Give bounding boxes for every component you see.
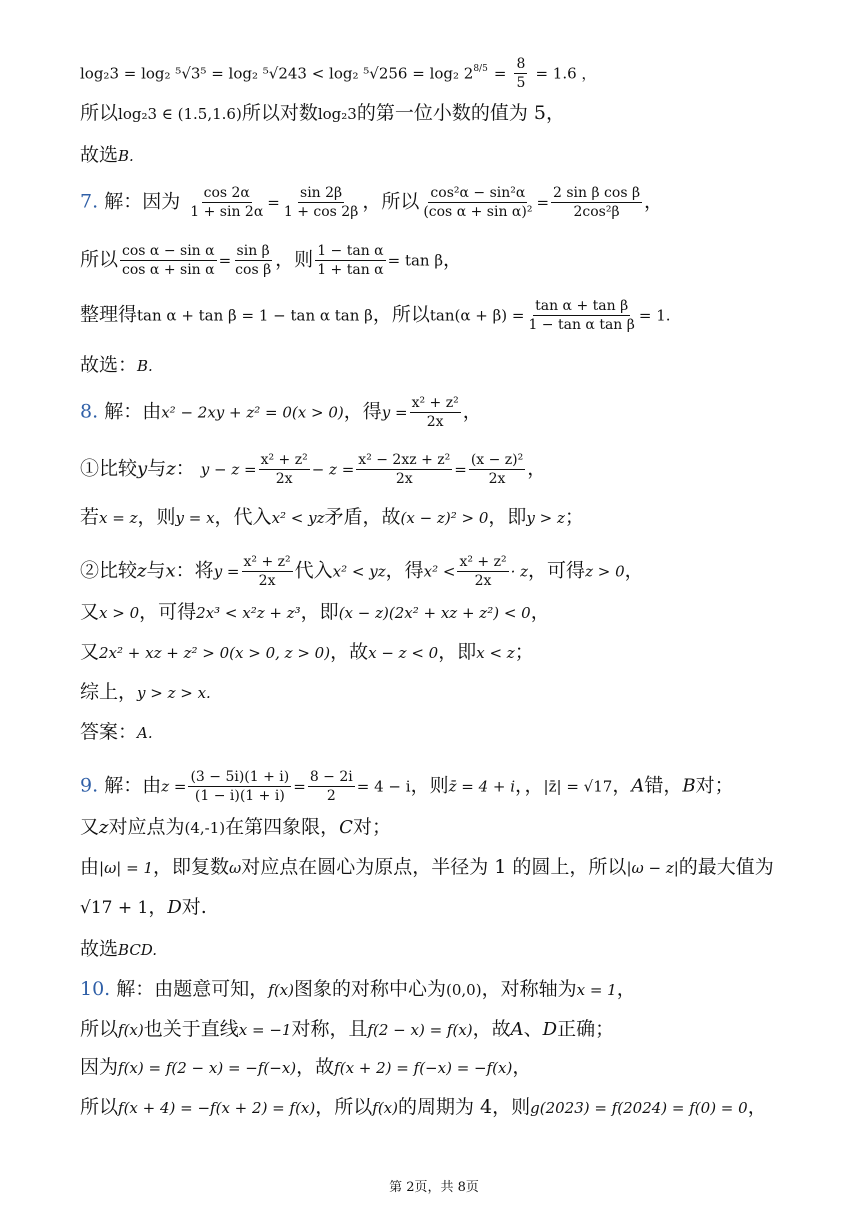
text: 与 (146, 559, 166, 582)
text: 图象的对称中心为 (294, 978, 447, 1000)
q7-line-2 (80, 244, 848, 277)
q10-line-2 (80, 1020, 848, 1039)
text: 错， (644, 774, 683, 797)
math: tan α + tan β = 1 − tan α tan β (137, 306, 373, 325)
var: z (137, 560, 147, 582)
text: ， (443, 248, 463, 271)
q8-line-2 (80, 453, 848, 486)
text: 的最大值为 (678, 856, 774, 878)
text: ， (148, 896, 168, 918)
text: 所以对数 (241, 102, 318, 124)
text: ， (527, 457, 547, 480)
text: ，代入 (214, 506, 272, 528)
text: ， (644, 190, 664, 213)
q8-summary (80, 683, 848, 702)
option-letter: A (631, 775, 645, 797)
eq-sign: = (493, 64, 507, 83)
text: ，故 (330, 641, 369, 663)
q8-line-1 (80, 396, 848, 429)
text: 解：因为 (104, 190, 181, 213)
math: y > z > x. (137, 684, 211, 702)
text: ，可得 (139, 601, 197, 623)
eq-sign: = (454, 460, 467, 479)
math: y = (213, 562, 240, 581)
text: 又 (80, 641, 100, 663)
eq-sign: = (267, 193, 280, 212)
math: y = x (175, 509, 215, 527)
math: f(x) (118, 1021, 144, 1039)
answer-letter: B. (137, 357, 153, 375)
fraction: $\frac{\text{x² + z²}}{2x}$ (459, 554, 507, 589)
q9-line-2 (80, 818, 848, 837)
text: ， (512, 1056, 532, 1078)
text: 故选： (80, 354, 138, 376)
log-conclusion-line (80, 104, 848, 123)
math: 2x³ < x²z + z³ (196, 604, 301, 622)
eq-sign: = (218, 251, 232, 270)
text: ①比较 (80, 457, 138, 480)
q10-line-3 (80, 1058, 848, 1077)
var: x (165, 560, 176, 582)
question-number-10: 10. (80, 978, 111, 1000)
math: z = (161, 777, 187, 796)
text: ，则 (410, 774, 449, 797)
log-chain-line (80, 57, 848, 90)
text: 故选 (80, 144, 119, 166)
math: x² < yz (332, 562, 386, 581)
math: f(x + 2) = f(−x) = −f(x) (334, 1059, 513, 1077)
math: g(2023) = f(2024) = f(0) = 0 (530, 1099, 748, 1117)
answer-6-line (80, 146, 848, 165)
text: 故选 (80, 938, 119, 960)
text: ； (564, 506, 584, 528)
text: ，可得 (528, 559, 586, 582)
option-letter: D (167, 897, 182, 918)
text: 的周期为 4，则 (397, 1096, 531, 1118)
fraction: $\frac{\text{2 sin β cos β}}{\text{2cos²β}}$ (553, 185, 641, 220)
q8-answer (80, 723, 848, 742)
text: 代入 (294, 559, 333, 582)
text: 在第四象限， (225, 816, 340, 838)
math: = 1. (638, 306, 671, 325)
fraction: $\frac{(3 - 5i)(1 + i)}{(1 - i)(1 + i)}$ (190, 769, 290, 804)
q7-line-3 (80, 299, 848, 332)
text: ，即 (300, 601, 339, 623)
var: z (99, 817, 109, 838)
fraction-8-5: $\frac{8}{5}$ (516, 56, 526, 91)
math: · z (510, 562, 529, 581)
fraction: $\frac{\text{cos²α − sin²α}}{\text{(cos α + sin α)²}}$ (423, 185, 533, 220)
q9-line-1 (80, 770, 848, 803)
math: (4,-1) (184, 819, 226, 837)
text: 正确； (557, 1018, 615, 1040)
text: 矛盾，故 (324, 506, 401, 528)
log-exponent: 8/5 (473, 64, 488, 75)
text: 解：由 (104, 774, 162, 797)
text: 又 (80, 816, 100, 838)
text: ， (530, 601, 550, 623)
text: 与 (147, 457, 167, 480)
fraction: $\frac{\text{tan α + tan β}}{\text{1 − tan α tan β}}$ (528, 298, 635, 333)
log-chain-tail: = 1.6 ， (535, 64, 597, 83)
text: ，所以 (372, 303, 430, 326)
text: ，故 (296, 1056, 335, 1078)
math: = 4 − i (356, 777, 411, 796)
text: 所以 (80, 102, 119, 124)
q9-answer (80, 940, 848, 959)
text: ； (514, 641, 534, 663)
q9-line-3 (80, 858, 848, 877)
math: x > 0 (99, 604, 140, 622)
option-letter: A (510, 1019, 524, 1040)
math: f(x) (268, 981, 294, 999)
text: ，则 (275, 248, 314, 271)
page-footer: 第 2页，共 8页 (389, 1180, 479, 1195)
eq-sign: = (293, 777, 306, 796)
math: x² < (423, 562, 456, 581)
math: z̄ = 4 + i (448, 777, 516, 796)
math: (0,0) (446, 981, 482, 999)
fraction: $\frac{\text{1 − tan α}}{\text{1 + tan α}}$ (317, 243, 384, 278)
fraction: $\frac{\text{x² + z²}}{2x}$ (260, 452, 308, 487)
text: 对应点在圆心为原点，半径为 1 的圆上，所以 (241, 856, 627, 878)
text: 对； (352, 816, 391, 838)
math: x = −1 (238, 1021, 292, 1039)
fraction: $\frac{\sin 2\beta}{1 + \cos 2\beta}$ (283, 185, 359, 220)
fraction: $\frac{\text{x² + z²}}{2x}$ (243, 554, 291, 589)
text: 所以 (80, 1096, 119, 1118)
text: ， (624, 559, 644, 582)
q8-line-3 (80, 508, 848, 527)
text: ，故 (472, 1018, 511, 1040)
option-letter: C (339, 817, 353, 838)
text: ，即 (488, 506, 527, 528)
text: ，所以 (315, 1096, 373, 1118)
math: − z = (311, 460, 355, 479)
text: ， (612, 774, 632, 797)
math: |ω| = 1 (99, 859, 154, 877)
text: 也关于直线 (143, 1018, 239, 1040)
math: x − z < 0 (368, 644, 439, 662)
var: y (137, 458, 148, 480)
q9-line-4 (80, 898, 848, 917)
math: (x − z)(2x² + xz + z²) < 0 (338, 604, 531, 622)
math: (x − z)² > 0 (400, 509, 489, 527)
text: ， (462, 400, 482, 423)
text: 若 (80, 506, 100, 528)
text: ：将 (175, 559, 214, 582)
question-number-8: 8. (80, 400, 99, 423)
fraction: $\frac{\text{(x − z)²}}{2x}$ (470, 452, 524, 487)
math: z > 0 (585, 562, 625, 581)
math: y − z = (200, 460, 257, 479)
math: |z̄| = √17 (543, 777, 613, 796)
q10-line-1 (80, 980, 848, 999)
fraction: $\frac{\text{x² + z²}}{2x}$ (411, 395, 459, 430)
math: f(2 − x) = f(x) (367, 1021, 473, 1039)
text: ： (175, 457, 195, 480)
math: y = (381, 403, 408, 422)
text: ，所以 (362, 190, 420, 213)
math: tan(α + β) = (429, 306, 525, 325)
math: = tan β (387, 251, 444, 270)
fraction: $\frac{\cos 2\alpha}{1 + \sin 2\alpha}$ (190, 185, 264, 220)
math: √17 + 1 (80, 898, 149, 918)
text: 解：由 (104, 400, 162, 423)
math: f(x + 4) = −f(x + 2) = f(x) (118, 1099, 316, 1117)
option-letter: D (542, 1019, 558, 1040)
text: 对称，且 (291, 1018, 368, 1040)
text: 解：由题意可知， (116, 978, 269, 1000)
text: 所以 (80, 1018, 119, 1040)
fraction: $\frac{\text{x² − 2xz + z²}}{2x}$ (358, 452, 451, 487)
text: ，则 (137, 506, 176, 528)
text: ，即 (438, 641, 477, 663)
fraction: $\frac{8 - 2i}{2}$ (309, 769, 353, 804)
text: 对. (181, 896, 207, 918)
text: ，， (515, 774, 544, 797)
text: ， (616, 978, 636, 1000)
text: 因为 (80, 1056, 119, 1078)
math: log₂3 ∈ (1.5,1.6) (118, 105, 242, 123)
option-letter: B (682, 775, 696, 797)
var: z (166, 458, 176, 480)
text: ，得 (343, 400, 382, 423)
text: ， (747, 1096, 767, 1118)
math: x² − 2xy + z² = 0(x > 0) (161, 403, 344, 422)
q8-line-6 (80, 643, 848, 662)
math: 2x² + xz + z² > 0(x > 0, z > 0) (99, 644, 331, 662)
math: y > z (526, 509, 565, 527)
text: 由 (80, 856, 100, 878)
text: 又 (80, 601, 100, 623)
math: |ω − z| (626, 859, 679, 877)
q7-answer (80, 356, 848, 375)
text: 、 (523, 1018, 543, 1040)
text: ，得 (385, 559, 424, 582)
math: f(x) = f(2 − x) = −f(−x) (118, 1059, 297, 1077)
text: ，对称轴为 (481, 978, 577, 1000)
math: x² < yz (271, 509, 325, 527)
fraction: $\frac{\text{sin β}}{\text{cos β}}$ (235, 243, 272, 278)
question-number-7: 7. (80, 190, 99, 213)
math: log₂3 (317, 105, 357, 123)
text: 对； (695, 774, 734, 797)
answer-letter: A. (137, 724, 153, 742)
q7-line-1 (80, 186, 848, 219)
fraction: $\frac{\text{cos α − sin α}}{\text{cos α + sin α}}$ (122, 243, 215, 278)
math: ω (229, 859, 242, 877)
q8-line-5 (80, 603, 848, 622)
text: 整理得 (80, 303, 138, 326)
answer-letter: B. (118, 147, 134, 165)
text: ，即复数 (153, 856, 230, 878)
math: x < z (476, 644, 515, 662)
text: 对应点为 (108, 816, 185, 838)
text: ②比较 (80, 559, 138, 582)
q10-line-4 (80, 1098, 848, 1117)
log-chain-expr: log₂3 = log₂ ⁵√3⁵ = log₂ ⁵√243 < log₂ ⁵√256 = log₂ 2 (80, 64, 474, 83)
question-number-9: 9. (80, 774, 99, 797)
math: x = z (99, 509, 138, 527)
math: f(x) (372, 1099, 398, 1117)
eq-sign: = (536, 193, 550, 212)
text: 答案： (80, 721, 138, 743)
text: 所以 (80, 248, 119, 271)
math: x = 1 (576, 981, 617, 999)
answer-letter: BCD. (118, 941, 158, 959)
text: 的第一位小数的值为 5， (356, 102, 565, 124)
q8-line-4 (80, 555, 848, 588)
text: 综上， (80, 681, 138, 703)
